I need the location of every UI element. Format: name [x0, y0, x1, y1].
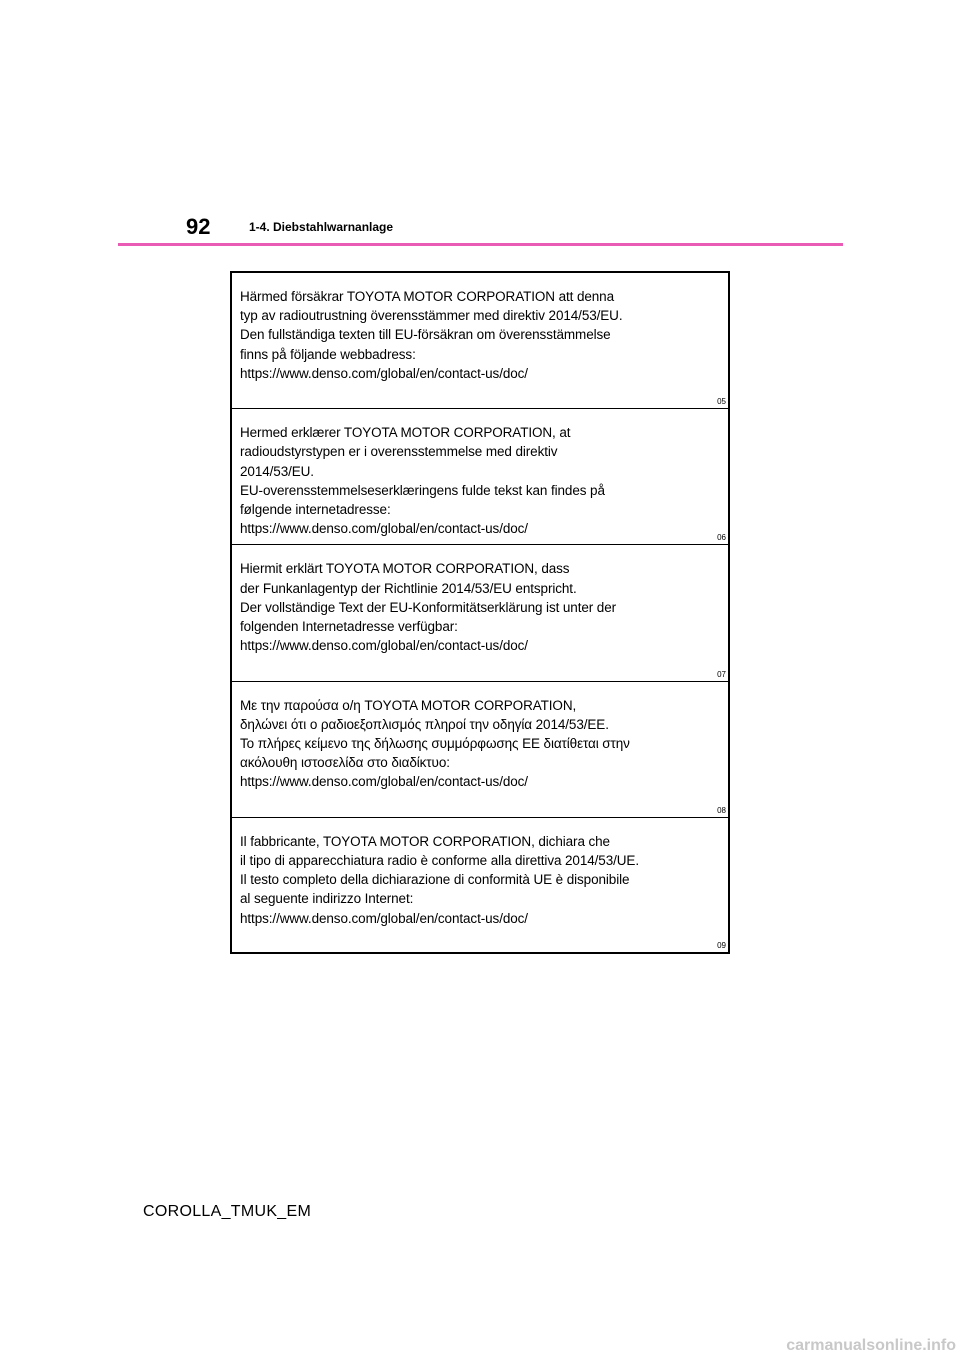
- declaration-box: [230, 271, 730, 954]
- declaration-line: EU-overensstemmelseserklæringens fulde tekst kan findes på: [240, 482, 605, 498]
- declaration-line: typ av radioutrustning överensstämmer med direktiv 2014/53/EU.: [240, 308, 623, 324]
- page-number: 92: [186, 214, 211, 239]
- declaration-swedish: [232, 273, 728, 409]
- declaration-line: Härmed försäkrar TOYOTA MOTOR CORPORATION att denna: [240, 289, 615, 304]
- declaration-line: ακόλουθη ιστοσελίδα στο διαδίκτυο:: [240, 755, 450, 771]
- declaration-line: Hiermit erklärt TOYOTA MOTOR CORPORATION, dass: [240, 561, 570, 577]
- declaration-code: 05: [717, 397, 726, 407]
- declaration-line: Hermed erklærer TOYOTA MOTOR CORPORATION, at: [240, 425, 571, 441]
- declaration-code: 07: [717, 669, 726, 679]
- declaration-greek: [232, 682, 728, 818]
- declaration-line: δηλώνει ότι ο ραδιοεξοπλισμός πληροί την οδηγία 2014/53/ΕΕ.: [240, 716, 609, 732]
- declaration-line: al seguente indirizzo Internet:: [240, 891, 414, 907]
- declaration-line: Den fullständiga texten till EU-försäkran om överensstämmelse: [240, 327, 611, 343]
- declaration-line: Der vollständige Text der EU-Konformitätserklärung ist unter der: [240, 599, 617, 615]
- declaration-code: 09: [717, 941, 726, 950]
- declaration-line: følgende internetadresse:: [240, 502, 391, 517]
- declaration-italian: [232, 818, 728, 952]
- declaration-line: Το πλήρες κείμενο της δήλωσης συμμόρφωσης ΕΕ διατίθεται στην: [240, 735, 630, 751]
- declaration-line: il tipo di apparecchiatura radio è conforme alla direttiva 2014/53/UE.: [240, 852, 639, 868]
- declaration-url: https://www.denso.com/global/en/contact-us/doc/: [240, 774, 528, 790]
- declaration-url: https://www.denso.com/global/en/contact-us/doc/: [240, 910, 528, 926]
- section-title: 1-4. Diebstahlwarnanlage: [249, 220, 394, 234]
- declaration-url: https://www.denso.com/global/en/contact-us/doc/: [240, 521, 528, 537]
- declaration-url: https://www.denso.com/global/en/contact-us/doc/: [240, 638, 528, 654]
- declaration-line: Il fabbricante, TOYOTA MOTOR CORPORATION, dichiara che: [240, 833, 610, 849]
- declaration-list: [232, 273, 728, 952]
- watermark: carmanualsonline.info: [786, 1337, 956, 1354]
- declaration-url: https://www.denso.com/global/en/contact-us/doc/: [240, 365, 528, 381]
- declaration-german: [232, 545, 728, 681]
- declaration-line: finns på följande webbadress:: [240, 346, 416, 362]
- declaration-line: radioudstyrstypen er i overensstemmelse med direktiv: [240, 444, 558, 460]
- declaration-line: Il testo completo della dichiarazione di conformità UE è disponibile: [240, 872, 630, 888]
- footer-doc-id: COROLLA_TMUK_EM: [143, 1203, 312, 1220]
- declaration-line: Με την παρούσα ο/η TOYOTA MOTOR CORPORATION,: [240, 697, 577, 713]
- declaration-line: 2014/53/EU.: [240, 463, 314, 479]
- declaration-danish: [232, 409, 728, 545]
- header-rule: [118, 243, 843, 246]
- declaration-code: 06: [717, 533, 726, 543]
- declaration-line: der Funkanlagentyp der Richtlinie 2014/53/EU entspricht.: [240, 580, 577, 596]
- declaration-line: folgenden Internetadresse verfügbar:: [240, 618, 458, 634]
- declaration-code: 08: [717, 805, 726, 815]
